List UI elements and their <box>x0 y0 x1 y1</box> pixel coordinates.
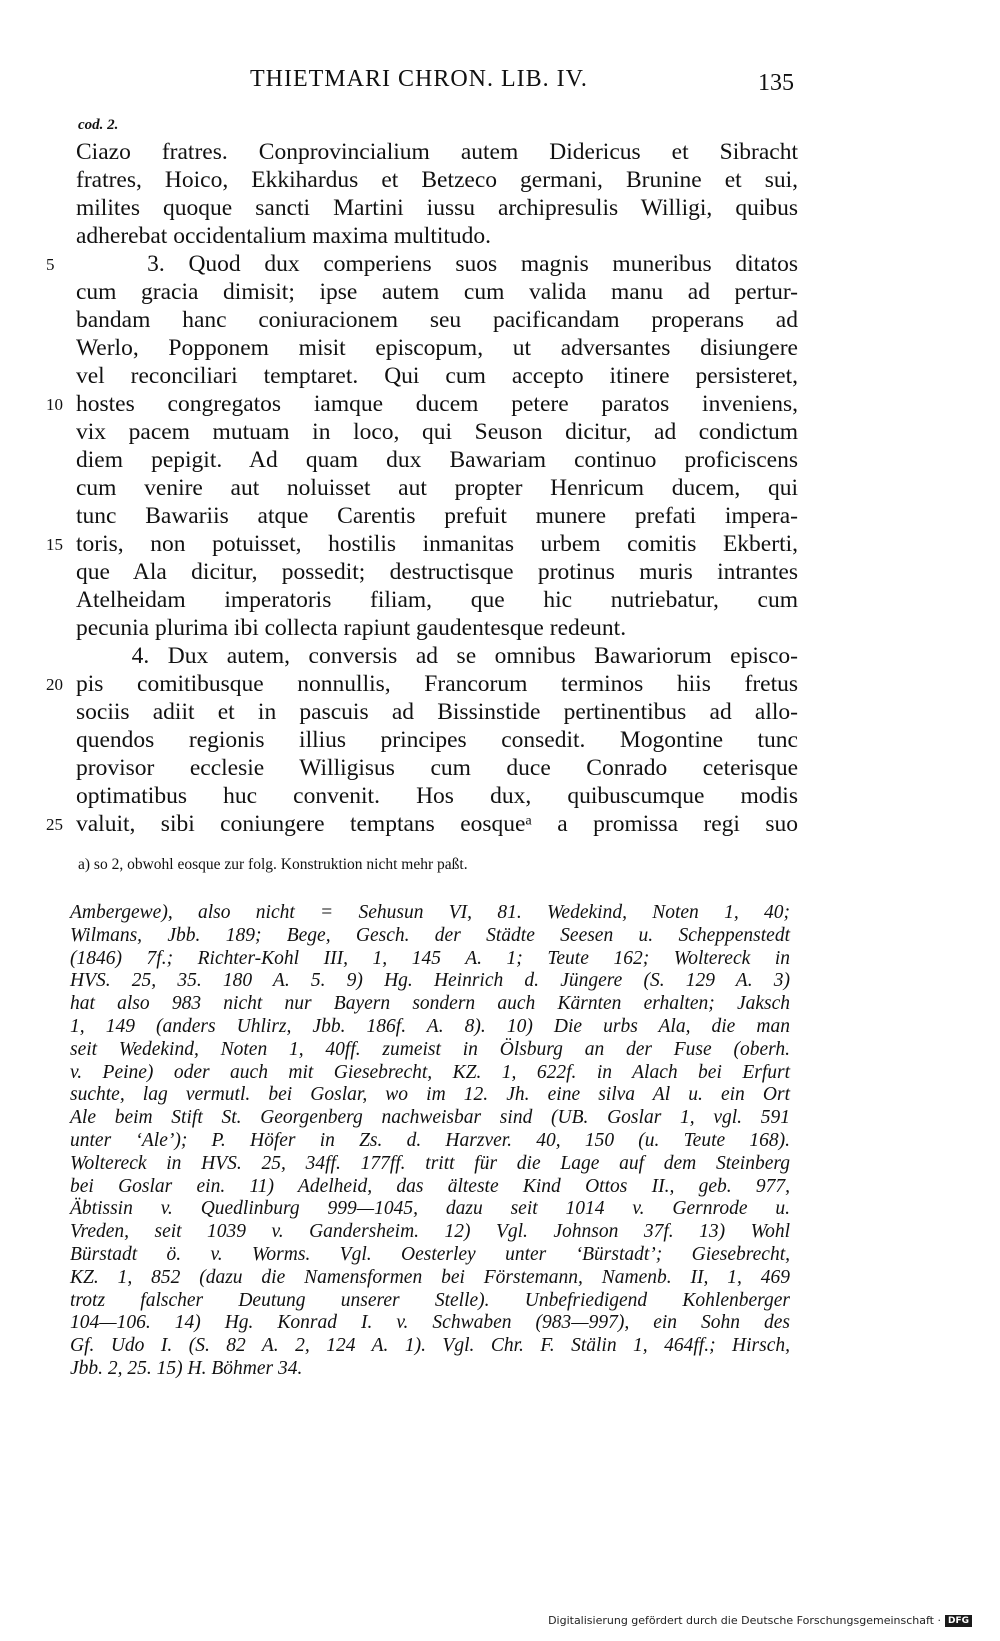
commentary-line: KZ. 1, 852 (dazu die Namensformen bei Förstemann, Namenb. II, 1, 469 <box>70 1266 790 1288</box>
line-text: provisor ecclesie Willigisus cum duce Conrado ceterisque <box>76 755 798 781</box>
line-text: 4. Dux autem, conversis ad se omnibus Bawariorum episco- <box>76 643 798 669</box>
line-text: toris, non potuisset, hostilis inmanitas urbem comitis Ekberti, <box>76 531 798 557</box>
line-text: Ciazo fratres. Conprovincialium autem Didericus et Sibracht <box>76 139 798 165</box>
line-text: valuit, sibi coniungere temptans eosqueᵃ a promissa regi suo <box>76 811 798 837</box>
commentary-line: Gf. Udo I. (S. 82 A. 2, 124 A. 1). Vgl. Chr. F. Stälin 1, 464ff.; Hirsch, <box>70 1335 790 1357</box>
commentary-line: Wilmans, Jbb. 189; Bege, Gesch. der Städte Seesen u. Scheppenstedt <box>70 924 790 946</box>
text-line <box>76 334 798 362</box>
commentary-line: Woltereck in HVS. 25, 34ff. 177ff. tritt für die Lage auf dem Steinberg <box>70 1152 790 1174</box>
page-header <box>0 66 1000 102</box>
line-text: hostes congregatos iamque ducem petere paratos inveniens, <box>76 391 798 417</box>
main-text <box>46 138 798 838</box>
commentary-line: 1, 149 (anders Uhlirz, Jbb. 186f. A. 8). 10) Die urbs Ala, die man <box>70 1015 790 1037</box>
commentary-line: Äbtissin v. Quedlinburg 999—1045, dazu seit 1014 v. Gernrode u. <box>70 1198 790 1220</box>
commentary-line: seit Wedekind, Noten 1, 40ff. zumeist in Ölsburg an der Fuse (oberh. <box>70 1038 790 1060</box>
text-line <box>76 698 798 726</box>
line-number: 15 <box>46 535 63 554</box>
line-text: tunc Bawariis atque Carentis prefuit munere prefati impera- <box>76 503 798 529</box>
running-title: THIETMARI CHRON. LIB. IV. <box>250 66 588 92</box>
commentary-line: v. Peine) oder auch mit Giesebrecht, KZ. 1, 622f. in Alach bei Erfurt <box>70 1061 790 1083</box>
line-text: que Ala dicitur, possedit; destructisque protinus muris intrantes <box>76 559 798 585</box>
dfg-logo: DFG <box>945 1615 972 1627</box>
commentary-notes <box>70 902 790 1381</box>
line-text: Werlo, Popponem misit episcopum, ut adversantes disiungere <box>76 335 798 361</box>
commentary-line: 104—106. 14) Hg. Konrad I. v. Schwaben (983—997), ein Sohn des <box>70 1312 790 1334</box>
line-number: 20 <box>46 675 63 694</box>
line-text: fratres, Hoico, Ekkihardus et Betzeco germani, Brunine et sui, <box>76 167 798 193</box>
digitization-credit <box>548 1614 972 1627</box>
apparatus-note: a) so 2, obwohl eosque zur folg. Konstruktion nicht mehr paßt. <box>78 856 468 873</box>
commentary-line: trotz falscher Deutung unserer Stelle). Unbefriedigend Kohlenberger <box>70 1289 790 1311</box>
line-text: sociis adiit et in pascuis ad Bissinstide pertinentibus ad allo- <box>76 699 798 725</box>
manuscript-siglum: cod. 2. <box>78 117 119 133</box>
text-line <box>76 614 798 642</box>
line-text: Atelheidam imperatoris filiam, que hic nutriebatur, cum <box>76 587 798 613</box>
line-number: 25 <box>46 815 63 834</box>
text-line <box>76 502 798 530</box>
text-line <box>76 222 798 250</box>
text-line <box>76 362 798 390</box>
commentary-line: HVS. 25, 35. 180 A. 5. 9) Hg. Heinrich d. Jüngere (S. 129 A. 3) <box>70 970 790 992</box>
line-text: bandam hanc coniuracionem seu pacificandam properans ad <box>76 307 798 333</box>
text-line <box>76 446 798 474</box>
line-text: pecunia plurima ibi collecta rapiunt gaudentesque redeunt. <box>76 615 627 641</box>
text-line <box>76 586 798 614</box>
page-number: 135 <box>758 70 794 96</box>
text-line <box>46 810 798 838</box>
text-line <box>76 138 798 166</box>
line-text: adherebat occidentalium maxima multitudo. <box>76 223 492 249</box>
commentary-line: Vreden, seit 1039 v. Gandersheim. 12) Vgl. Johnson 37f. 13) Wohl <box>70 1221 790 1243</box>
text-line <box>76 166 798 194</box>
line-text: optimatibus huc convenit. Hos dux, quibuscumque modis <box>76 783 798 809</box>
text-line <box>76 558 798 586</box>
commentary-line: hat also 983 nicht nur Bayern sondern auch Kärnten erhalten; Jaksch <box>70 993 790 1015</box>
text-line <box>76 474 798 502</box>
text-line <box>46 390 798 418</box>
line-text: cum gracia dimisit; ipse autem cum valida manu ad pertur- <box>76 279 798 305</box>
line-text: quendos regionis illius principes consedit. Mogontine tunc <box>76 727 798 753</box>
line-text: cum venire aut noluisset aut propter Henricum ducem, qui <box>76 475 798 501</box>
text-line <box>76 418 798 446</box>
line-number: 10 <box>46 395 63 414</box>
text-line <box>46 250 798 278</box>
line-text: vix pacem mutuam in loco, qui Seuson dicitur, ad condictum <box>76 419 798 445</box>
credit-text: Digitalisierung gefördert durch die Deutsche Forschungsgemeinschaft · <box>548 1614 941 1627</box>
text-line <box>46 530 798 558</box>
commentary-line: bei Goslar ein. 11) Adelheid, das älteste Kind Ottos II., geb. 977, <box>70 1175 790 1197</box>
text-line <box>76 782 798 810</box>
commentary-line: (1846) 7f.; Richter-Kohl III, 1, 145 A. 1; Teute 162; Woltereck in <box>70 947 790 969</box>
commentary-line: Bürstadt ö. v. Worms. Vgl. Oesterley unter ‘Bürstadt’; Giesebrecht, <box>70 1243 790 1265</box>
text-line <box>76 754 798 782</box>
line-text: milites quoque sancti Martini iussu archipresulis Willigi, quibus <box>76 195 798 221</box>
commentary-line: Jbb. 2, 25. 15) H. Böhmer 34. <box>70 1357 303 1379</box>
line-text: 3. Quod dux comperiens suos magnis muneribus ditatos <box>76 251 798 277</box>
text-line <box>76 278 798 306</box>
text-line <box>76 726 798 754</box>
text-line <box>76 306 798 334</box>
line-text: diem pepigit. Ad quam dux Bawariam continuo proficiscens <box>76 447 798 473</box>
text-line <box>76 194 798 222</box>
text-line <box>76 642 798 670</box>
line-number: 5 <box>46 255 55 274</box>
commentary-line: Ambergewe), also nicht = Sehusun VI, 81. Wedekind, Noten 1, 40; <box>70 902 790 923</box>
line-text: vel reconciliari temptaret. Qui cum accepto itinere persisteret, <box>76 363 798 389</box>
text-line <box>46 670 798 698</box>
commentary-line: suchte, lag vermutl. bei Goslar, wo im 12. Jh. eine silva Al u. ein Ort <box>70 1084 790 1106</box>
line-text: pis comitibusque nonnullis, Francorum terminos hiis fretus <box>76 671 798 697</box>
commentary-line: Ale beim Stift St. Georgenberg nachweisbar sind (UB. Goslar 1, vgl. 591 <box>70 1107 790 1129</box>
commentary-line: unter ‘Ale’); P. Höfer in Zs. d. Harzver. 40, 150 (u. Teute 168). <box>70 1129 790 1151</box>
